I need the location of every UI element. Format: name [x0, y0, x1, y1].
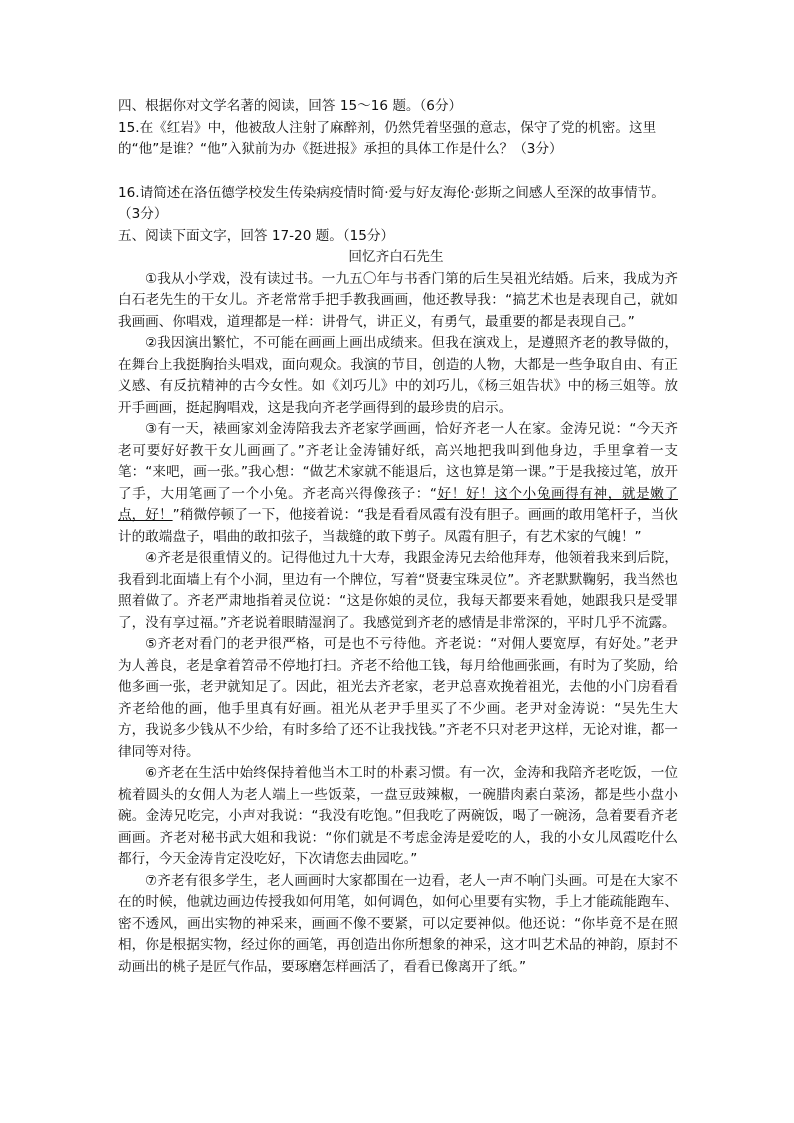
paragraph — [118, 419, 678, 548]
question-15: 15.在《红岩》中，他被敌人注射了麻醉剂，仍然凭着坚强的意志，保守了党的机密。这里的“他”是谁？“他”入狱前为办《挺进报》承担的具体工作是什么？（3分） — [118, 119, 657, 157]
section-heading: 四、根据你对文学名著的阅读，回答 15～16 题。（6分） — [118, 98, 463, 114]
paragraph: ⑥齐老在生活中始终保持着他当木工时的朴素习惯。有一次，金涛和我陪齐老吃饭，一位梳着圆头的女佣人为老人端上一些饭菜，一盘豆豉辣椒，一碗腊肉素白菜汤，都是些小盘小碗。金涛兄吃完，小声对我说：“我没有吃饱。”但我吃了两碗饭，喝了一碗汤，急着要看齐老画画。齐老对秘书武大姐和我说：“你们就是不考虑金涛是爱吃的人，我的小女儿凤霞吃什么都行，今天金涛肯定没吃好，下次请您去曲园吃。” — [118, 765, 678, 867]
paragraph: ①我从小学戏，没有读过书。一九五〇年与书香门第的后生吴祖光结婚。后来，我成为齐白石老先生的干女儿。齐老常常手把手教我画画，他还教导我：“搞艺术也是表现自己，就如我画画、你唱戏，道理都是一样：讲骨气，讲正义，有勇气，最重要的都是表现自己。” — [118, 270, 678, 330]
section-heading: 五、阅读下面文字，回答 17-20 题。（15分） — [118, 227, 395, 244]
paragraph-text: ③有一天，裱画家刘金涛陪我去齐老家学画画，恰好齐老一人在家。金涛兄说：“今天齐老可要好好教干女儿画画了。”齐老让金涛铺好纸，高兴地把我叫到他身边，手里拿着一支笔：“来吧，画一张。”我心想：“做艺术家就不能退后，这也算是第一课。”于是我接过笔，放开了手，大用笔画了一个小兔。齐老高兴得像孩子：“ — [118, 421, 678, 502]
underlined-quote: 好！好！这个小兔画得有神，就是嫩了点，好！ — [118, 485, 678, 523]
paragraph-text: ”稍微停顿了一下，他接着说：“我是看看凤霞有没有胆子。画画的敢用笔杆子，当伙计的敢端盘子，唱曲的敢扣弦子，当裁缝的敢下剪子。凤霞有胆子，有艺术家的气魄！” — [118, 507, 678, 545]
question-16: 16.请简述在洛伍德学校发生传染病疫情时简·爱与好友海伦·彭斯之间感人至深的故事情节。（3分） — [118, 184, 665, 222]
paragraph: ④齐老是很重情义的。记得他过九十大寿，我跟金涛兄去给他拜寿，他领着我来到后院，我看到北面墙上有个小洞，里边有一个牌位，写着“贤妻宝珠灵位”。齐老默默鞠躬，我当然也照着做了。齐老严肃地指着灵位说：“这是你娘的灵位，我每天都要来看她，她跟我只是受罪了，没有享过福。”齐老说着眼睛湿润了。我感觉到齐老的感情是非常深的，平时几乎不流露。 — [118, 550, 678, 631]
paragraph: ②我因演出繁忙，不可能在画画上画出成绩来。但我在演戏上，是遵照齐老的教导做的，在舞台上我挺胸抬头唱戏，面向观众。我演的节目，创造的人物，大都是一些争取自由、有正义感、有反抗精神的古今女性。如《刘巧儿》中的刘巧儿，《杨三姐告状》中的杨三姐等。放开手画画，挺起胸唱戏，这是我向齐老学画得到的最珍贵的启示。 — [118, 335, 678, 416]
paragraph: ⑤齐老对看门的老尹很严格，可是也不亏待他。齐老说：“对佣人要宽厚，有好处。”老尹为人善良，老是拿着笤帚不停地打扫。齐老不给他工钱，每月给他画张画，有时为了奖励，给他多画一张，老尹就知足了。因此，祖光去齐老家，老尹总喜欢挽着祖光，去他的小门房看看齐老给他的画，他手里真有好画。祖光从老尹手里买了不少画。老尹对金涛说：“吴先生大方，我说多少钱从不少给，有时多给了还不让我找钱。”齐老不只对老尹这样，无论对谁，都一律同等对待。 — [118, 636, 678, 760]
exam-page — [118, 96, 678, 978]
paragraph: ⑦齐老有很多学生，老人画画时大家都围在一边看，老人一声不响门头画。可是在大家不在的时候，他就边画边传授我如何用笔，如何调色，如何心里要有实物，手上才能疏能跑车、密不透风，画出实物的神采来，画画不像不要紧，可以定要神似。他还说：“你毕竟不是在照相，你是根据实物，经过你的画笔，再创造出你所想象的神采，这才叫艺术品的神韵，原封不动画出的桃子是匠气作品，要琢磨怎样画活了，看看已像离开了纸。” — [118, 872, 678, 975]
article-title: 回忆齐白石先生 — [348, 249, 444, 265]
answer-space — [118, 161, 678, 183]
